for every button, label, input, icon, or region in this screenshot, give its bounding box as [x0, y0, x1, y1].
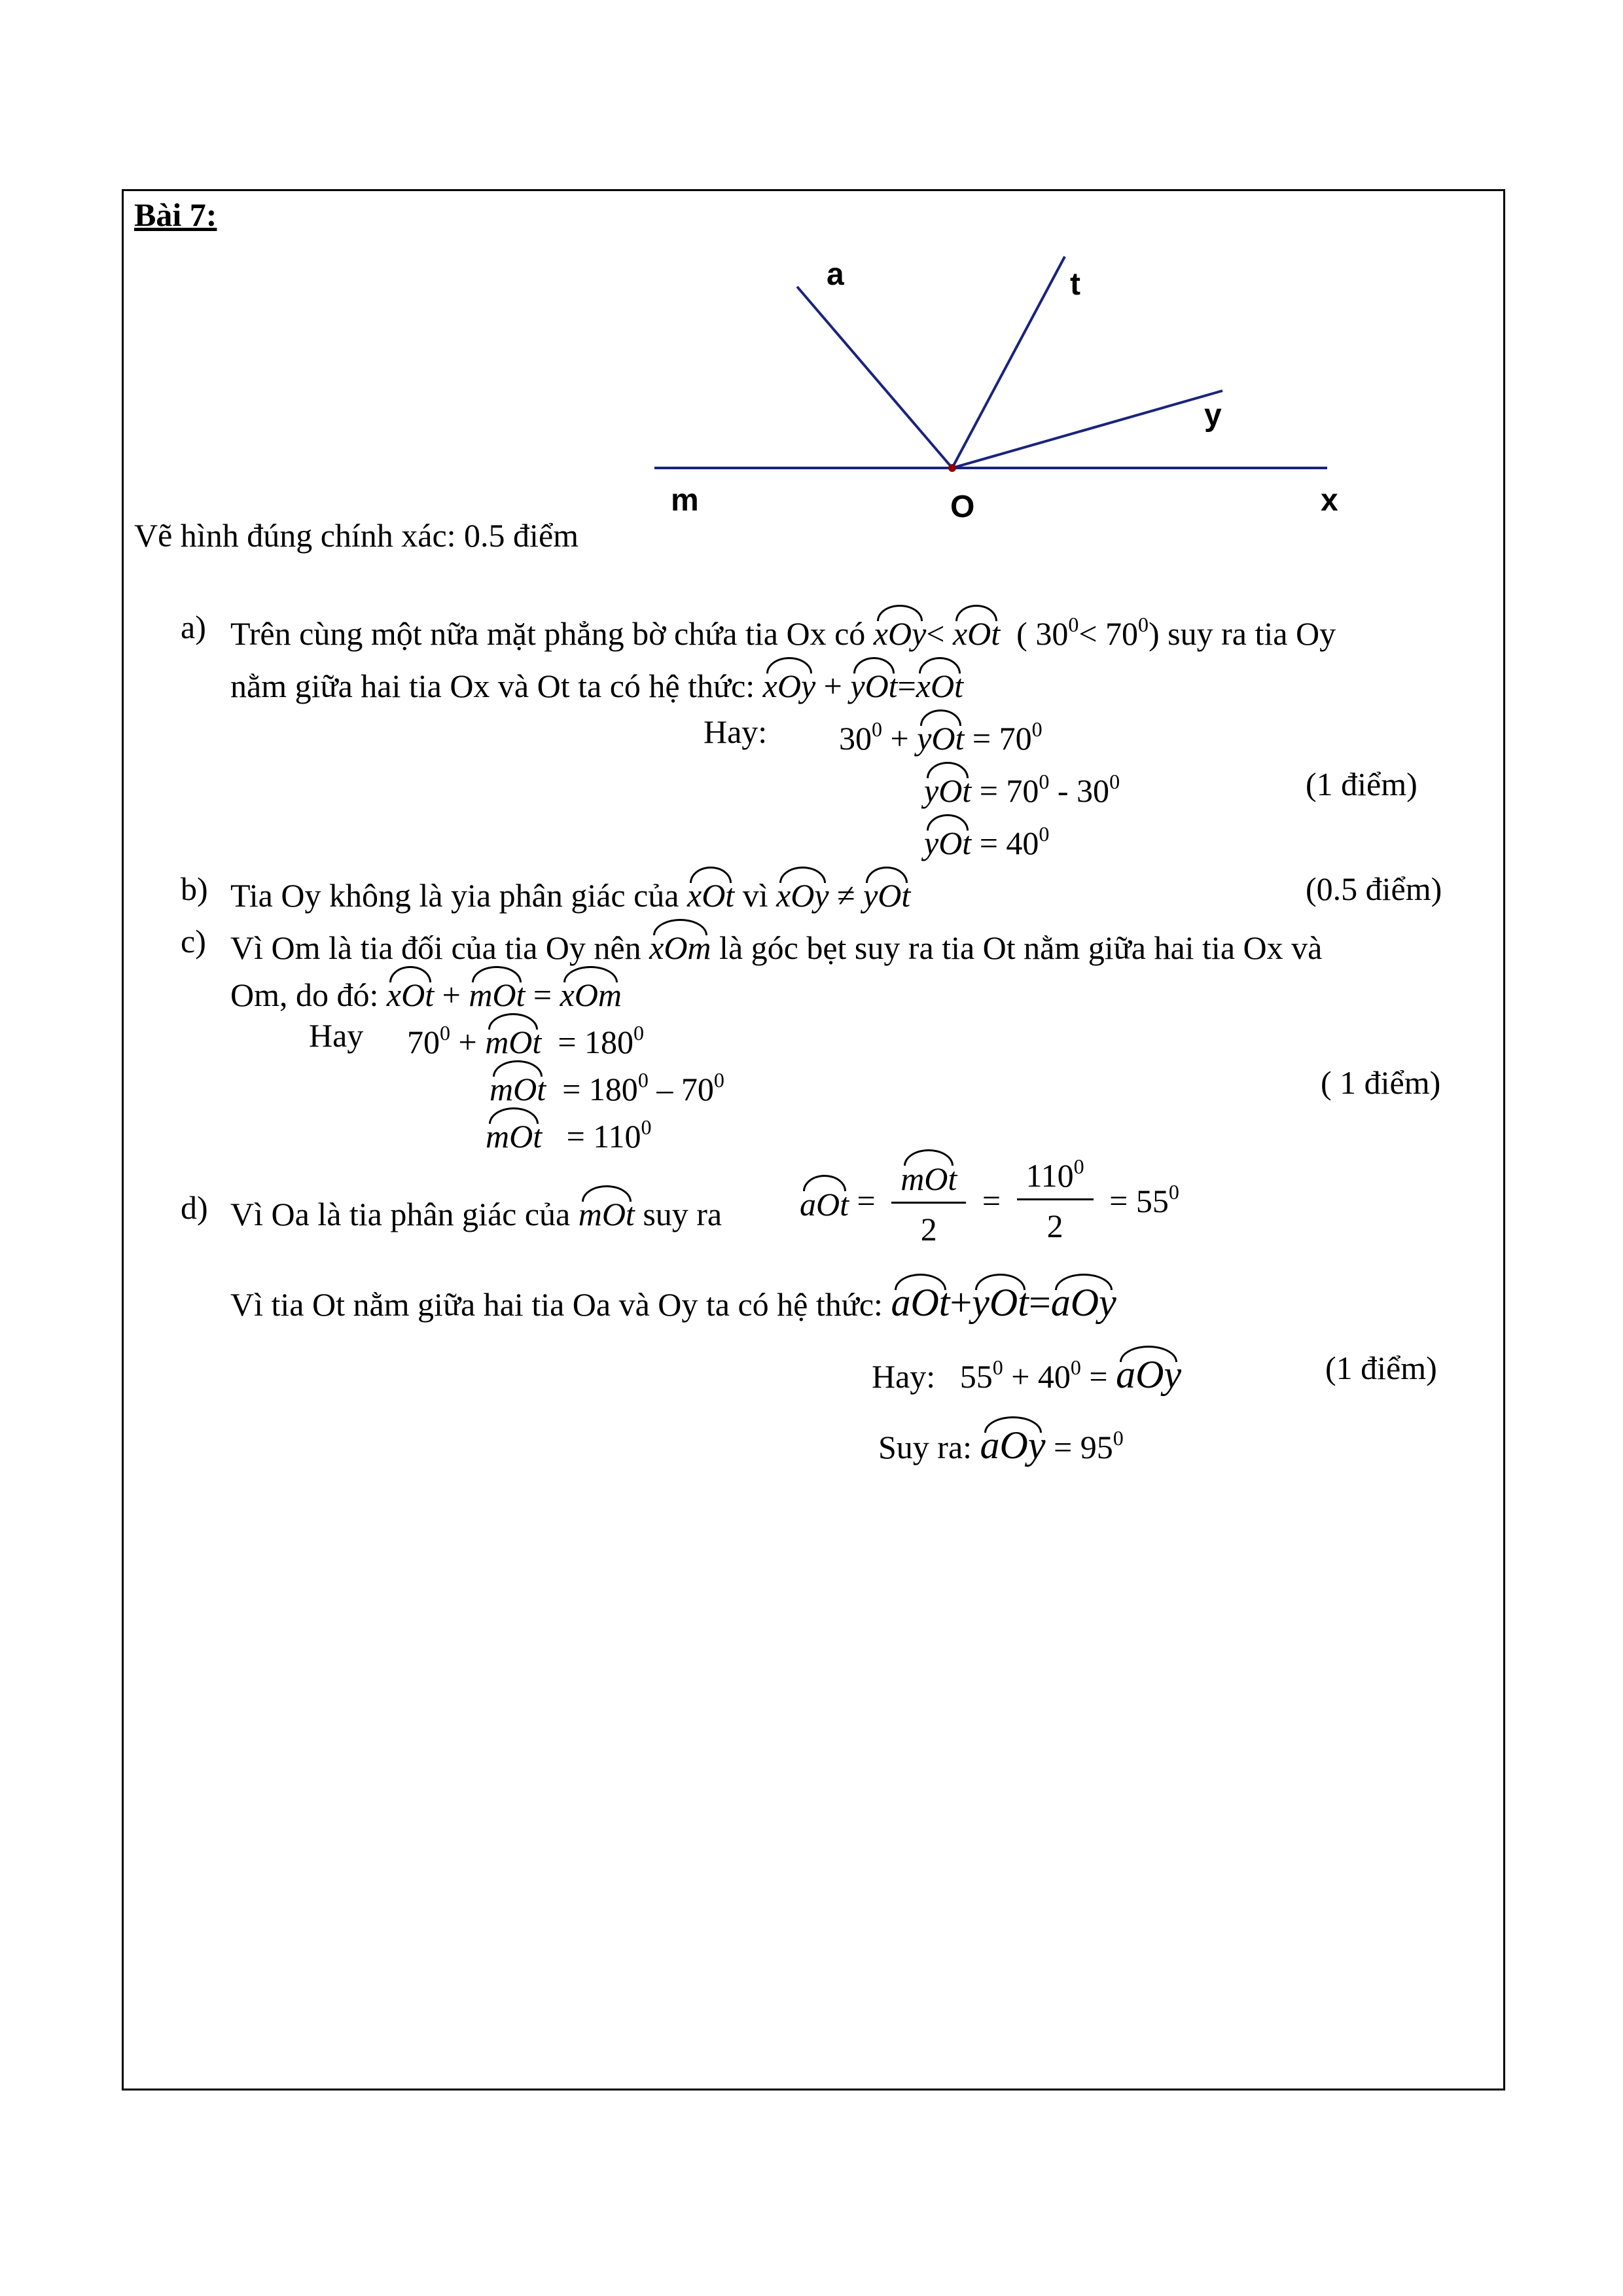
angle-aot: aOt: [891, 1276, 950, 1322]
angle-yot: yOt: [924, 817, 971, 863]
angle-xoy: xOy: [763, 660, 816, 706]
angle-yot: yOt: [972, 1276, 1029, 1322]
angle-mot: mOt: [469, 969, 525, 1014]
angle-mot: mOt: [486, 1110, 542, 1156]
angle-aoy: aOy: [980, 1419, 1046, 1465]
label-t: t: [1070, 267, 1080, 302]
part-c-hay: Hay: [309, 1017, 364, 1054]
ray-oa: [797, 287, 952, 468]
angle-xom: xOm: [649, 922, 711, 967]
angle-xoy: xOy: [776, 869, 829, 915]
label-a: a: [827, 257, 844, 292]
angle-xot: xOt: [687, 869, 734, 915]
angle-yot: yOt: [917, 712, 964, 758]
part-c-label: c): [181, 923, 206, 960]
angle-xot: xOt: [387, 969, 434, 1014]
ray-oy: [952, 391, 1222, 468]
part-c-eq1: $70^0$ + mOt = $180^0$: [407, 1016, 644, 1062]
part-a-hay: Hay:: [704, 713, 768, 750]
point-o: [948, 464, 956, 472]
part-a-label: a): [181, 609, 206, 645]
angle-yot: yOt: [850, 660, 897, 706]
angle-yot: yOt: [924, 764, 971, 810]
part-c-line1: Vì Om là tia đối của tia Oy nên xOm là góc bẹt suy ra tia Ot nằm giữa hai tia Ox và: [230, 922, 1322, 967]
part-d-line2: Vì tia Ot nằm giữa hai tia Oa và Oy ta có hệ thức: aOt+yOt=aOy: [230, 1276, 1116, 1324]
part-d-label: d): [181, 1189, 208, 1226]
part-a-eq2: yOt = $70^0 - 30^0$: [924, 764, 1120, 810]
angle-figure: [628, 236, 1361, 537]
part-c-eq3: mOt = $110^0$: [486, 1110, 651, 1156]
part-c-line2: Om, do đó: xOt + mOt = xOm: [230, 969, 622, 1014]
angle-aoy: aOy: [1116, 1348, 1181, 1394]
part-a-eq3: yOt = $40^0$: [924, 817, 1049, 863]
part-a-score: (1 điểm): [1306, 766, 1418, 802]
angle-mot: mOt: [901, 1152, 957, 1199]
exercise-title: Bài 7:: [134, 196, 217, 233]
part-c-eq2: mOt = $180^0 - 70^0$: [490, 1063, 724, 1109]
part-a-eq1: $30^0$ + yOt = $70^0$: [839, 712, 1043, 758]
figure-note: Vẽ hình đúng chính xác: 0.5 điểm: [134, 517, 579, 554]
part-d-suyra-line: Suy ra: aOy = $95^0$: [878, 1419, 1124, 1467]
label-o: O: [950, 490, 975, 524]
angle-mot: mOt: [490, 1063, 546, 1109]
angle-mot: mOt: [485, 1016, 541, 1062]
part-a-line1: Trên cùng một nữa mặt phẳng bờ chứa tia Ox có xOy< xOt ( $30^0< 70^0$) suy ra tia Oy: [230, 607, 1336, 653]
part-d-line1-text: Vì Oa là tia phân giác của mOt suy ra: [230, 1188, 722, 1234]
part-b-label: b): [181, 870, 208, 907]
part-c-score: ( 1 điểm): [1321, 1064, 1441, 1101]
label-x: x: [1321, 483, 1338, 518]
label-y: y: [1204, 398, 1222, 433]
part-d-hay-line: Hay: $55^0 + 40^0$ = aOy: [872, 1348, 1181, 1396]
part-d-score: (1 điểm): [1325, 1350, 1437, 1386]
fraction-110-over-2: $\frac{110^0}{2}$: [1017, 1155, 1094, 1246]
part-a-line2: nằm giữa hai tia Ox và Ot ta có hệ thức: xOy + yOt=xOt: [230, 660, 963, 706]
label-m: m: [671, 483, 699, 518]
angle-xoy: xOy: [874, 607, 927, 653]
angle-xom: xOm: [560, 969, 622, 1014]
fraction-mot-over-2: $\frac{\text{mOt}}{2}$: [891, 1152, 966, 1249]
angle-yot: yOt: [863, 869, 910, 915]
angle-aoy: aOy: [1051, 1276, 1116, 1322]
angle-aot: aOt: [800, 1177, 849, 1225]
angle-xot: xOt: [916, 660, 963, 706]
part-b-score: (0.5 điểm): [1306, 870, 1442, 907]
ray-ot: [952, 257, 1065, 468]
part-b-line: Tia Oy không là yia phân giác của xOt vì xOy ≠ yOt: [230, 869, 910, 915]
angle-mot: mOt: [579, 1188, 635, 1234]
angle-xot: xOt: [953, 607, 1000, 653]
part-d-fraction-equation: aOt = $\frac{\text{mOt}}{2}$ = $\frac{110^0}{2}$ = $55^0$: [800, 1152, 1179, 1249]
